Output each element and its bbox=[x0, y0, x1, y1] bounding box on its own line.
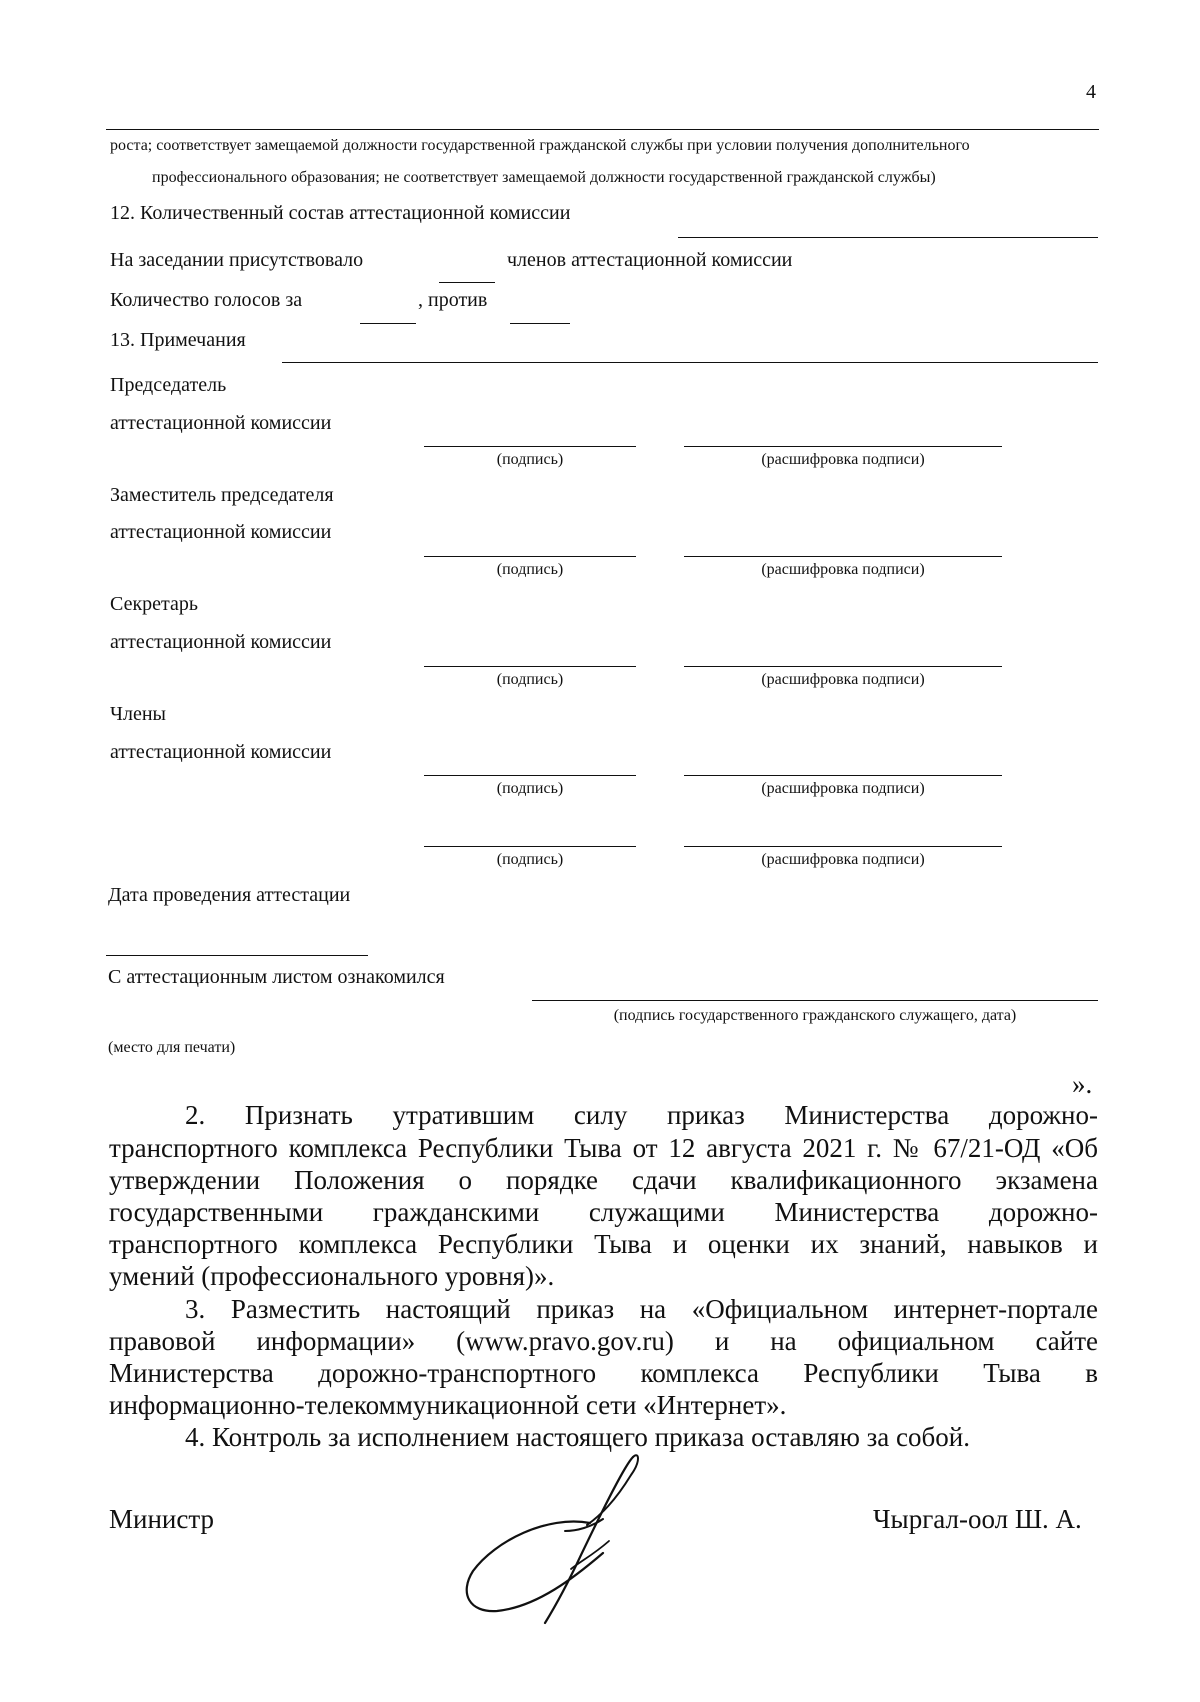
members-label-1: Члены bbox=[110, 703, 166, 725]
section-12-line bbox=[678, 237, 1098, 238]
seal-place: (место для печати) bbox=[108, 1039, 236, 1056]
deputy-decode-caption: (расшифровка подписи) bbox=[761, 561, 925, 578]
handwritten-signature bbox=[455, 1445, 655, 1635]
votes-against-line bbox=[510, 323, 570, 324]
minister-name: Чыргал-оол Ш. А. bbox=[873, 1504, 1082, 1534]
p2-line-3: утверждении Положения о порядке сдачи квалификационного экзамена bbox=[109, 1165, 1098, 1195]
deputy-signature-caption: (подпись) bbox=[496, 561, 564, 578]
closing-quote: ». bbox=[1072, 1069, 1093, 1099]
p3-line-1: 3. Разместить настоящий приказ на «Официальном интернет-портале bbox=[185, 1294, 1098, 1324]
member-1-decode-caption: (расшифровка подписи) bbox=[761, 780, 925, 797]
members-label-2: аттестационной комиссии bbox=[110, 741, 332, 763]
chair-decode-line bbox=[684, 446, 1002, 447]
acquainted-caption: (подпись государственного гражданского служащего, дата) bbox=[613, 1007, 1017, 1024]
header-line-2: профессионального образования; не соответствует замещаемой должности государственной гражданской службы) bbox=[152, 169, 936, 186]
date-label: Дата проведения аттестации bbox=[108, 884, 351, 906]
deputy-signature-line bbox=[424, 556, 636, 557]
p2-line-5: транспортного комплекса Республики Тыва и оценки их знаний, навыков и bbox=[109, 1229, 1098, 1259]
member-2-decode-caption: (расшифровка подписи) bbox=[761, 851, 925, 868]
votes-for-line bbox=[360, 323, 416, 324]
chair-label-1: Председатель bbox=[110, 374, 227, 396]
chair-signature-line bbox=[424, 446, 636, 447]
secretary-decode-line bbox=[684, 666, 1002, 667]
p3-line-2: правовой информации» (www.pravo.gov.ru) и на официальном сайте bbox=[109, 1326, 1098, 1356]
present-prefix: На заседании присутствовало bbox=[110, 249, 364, 271]
p3-line-4: информационно-телекоммуникационной сети «Интернет». bbox=[109, 1390, 787, 1420]
member-2-signature-line bbox=[424, 846, 636, 847]
p2-line-4: государственными гражданскими служащими Министерства дорожно- bbox=[109, 1197, 1098, 1227]
member-2-decode-line bbox=[684, 846, 1002, 847]
secretary-label-2: аттестационной комиссии bbox=[110, 631, 332, 653]
p3-line-3: Министерства дорожно-транспортного комплекса Республики Тыва в bbox=[109, 1358, 1098, 1388]
secretary-label-1: Секретарь bbox=[110, 593, 199, 615]
member-2-signature-caption: (подпись) bbox=[496, 851, 564, 868]
p2-line-6: умений (профессионального уровня)». bbox=[109, 1261, 555, 1291]
votes-against-label: , против bbox=[418, 289, 488, 311]
present-suffix: членов аттестационной комиссии bbox=[507, 249, 793, 271]
header-line-1: роста; соответствует замещаемой должности государственной гражданской службы при условии получения дополнительного bbox=[110, 137, 970, 154]
header-rule bbox=[106, 129, 1099, 130]
present-count-line bbox=[439, 282, 495, 283]
section-12-label: 12. Количественный состав аттестационной комиссии bbox=[110, 202, 571, 224]
p2-line-1: 2. Признать утратившим силу приказ Министерства дорожно- bbox=[185, 1100, 1098, 1130]
deputy-label-1: Заместитель председателя bbox=[110, 484, 334, 506]
minister-title: Министр bbox=[109, 1504, 214, 1534]
votes-for-label: Количество голосов за bbox=[110, 289, 303, 311]
secretary-signature-caption: (подпись) bbox=[496, 671, 564, 688]
chair-label-2: аттестационной комиссии bbox=[110, 412, 332, 434]
section-13-label: 13. Примечания bbox=[110, 329, 246, 351]
p2-line-2: транспортного комплекса Республики Тыва от 12 августа 2021 г. № 67/21-ОД «Об bbox=[109, 1133, 1098, 1163]
secretary-decode-caption: (расшифровка подписи) bbox=[761, 671, 925, 688]
deputy-label-2: аттестационной комиссии bbox=[110, 521, 332, 543]
section-13-line bbox=[282, 362, 1098, 363]
secretary-signature-line bbox=[424, 666, 636, 667]
member-1-signature-line bbox=[424, 775, 636, 776]
member-1-signature-caption: (подпись) bbox=[496, 780, 564, 797]
deputy-decode-line bbox=[684, 556, 1002, 557]
chair-decode-caption: (расшифровка подписи) bbox=[761, 451, 925, 468]
acquainted-label: С аттестационным листом ознакомился bbox=[108, 966, 445, 988]
p4-line: 4. Контроль за исполнением настоящего приказа оставляю за собой. bbox=[185, 1422, 970, 1452]
date-line bbox=[106, 955, 368, 956]
acquainted-line bbox=[532, 1000, 1098, 1001]
chair-signature-caption: (подпись) bbox=[496, 451, 564, 468]
page-number: 4 bbox=[1086, 81, 1096, 103]
member-1-decode-line bbox=[684, 775, 1002, 776]
